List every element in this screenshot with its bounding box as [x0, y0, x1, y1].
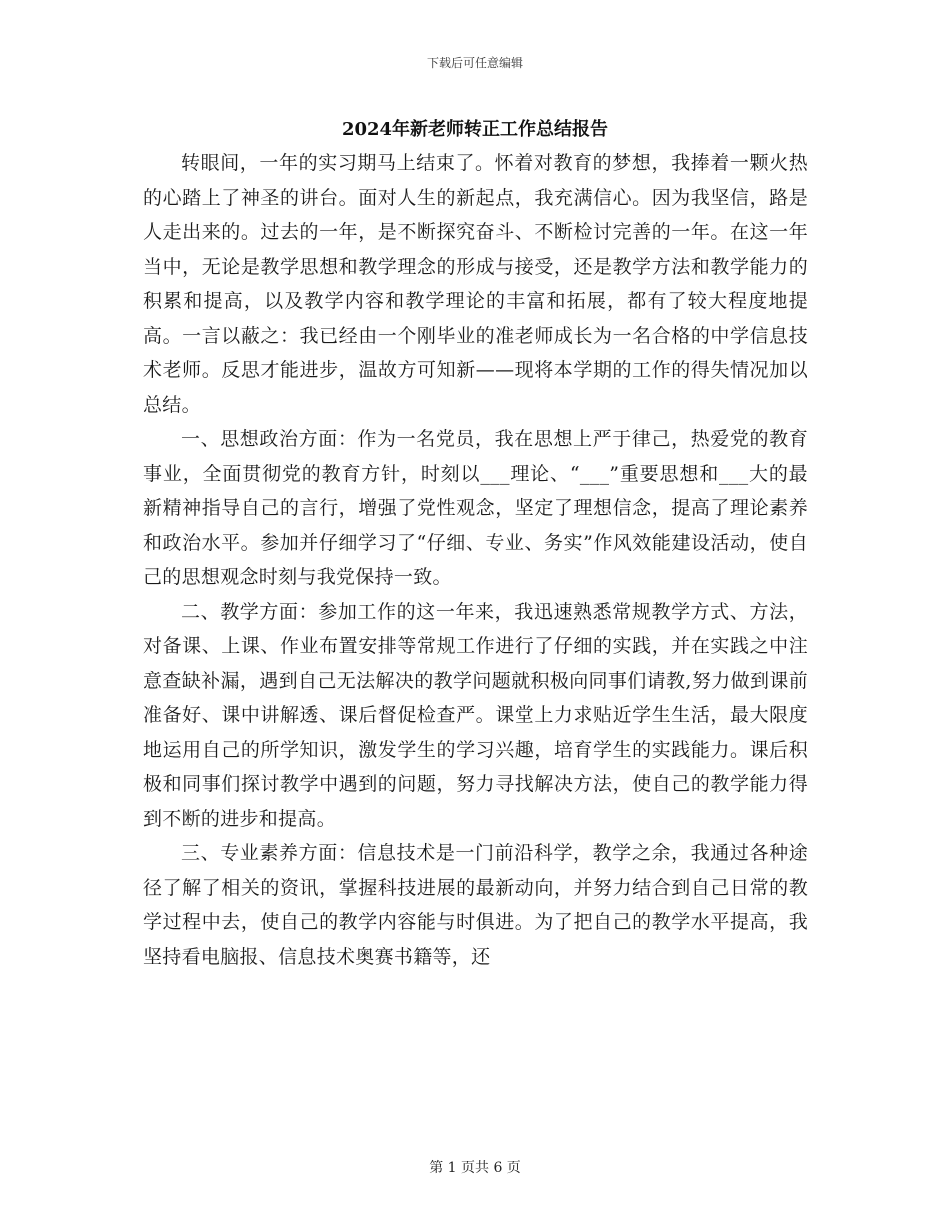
paragraph-political: 一、思想政治方面：作为一名党员，我在思想上严于律己，热爱党的教育事业，全面贯彻党的教育方针，时刻以___理论、“___”重要思想和___大的最新精神指导自己的言行，增强了党性观念，坚定了理想信念，提高了理论素养和政治水平。参加并仔细学习了“仔细、专业、务实”作风效能建设活动，使自己的思想观念时刻与我党保持一致。 [143, 428, 808, 588]
paragraph-teaching: 二、教学方面：参加工作的这一年来，我迅速熟悉常规教学方式、方法，对备课、上课、作业布置安排等常规工作进行了仔细的实践，并在实践之中注意查缺补漏，遇到自己无法解决的教学问题就积极向同事们请教,努力做到课前准备好、课中讲解透、课后督促检查严。课堂上力求贴近学生生活，最大限度地运用自己的所学知识，激发学生的学习兴趣，培育学生的实践能力。课后积极和同事们探讨教学中遇到的问题，努力寻找解决方法，使自己的教学能力得到不断的进步和提高。 [143, 600, 808, 830]
page-header-note: 下载后可任意编辑 [426, 56, 523, 70]
page-number: 第 1 页共 6 页 [429, 1160, 521, 1176]
document-body [143, 146, 808, 974]
paragraph-professional: 三、专业素养方面：信息技术是一门前沿科学，教学之余，我通过各种途径了解了相关的资讯，掌握科技进展的最新动向，并努力结合到自己日常的教学过程中去，使自己的教学内容能与时俱进。为了把自己的教学水平提高，我坚持看电脑报、信息技术奥赛书籍等，还 [143, 842, 808, 968]
paragraph-intro: 转眼间，一年的实习期马上结束了。怀着对教育的梦想，我捧着一颗火热的心踏上了神圣的讲台。面对人生的新起点，我充满信心。因为我坚信，路是人走出来的。过去的一年，是不断探究奋斗、不断检讨完善的一年。在这一年当中，无论是教学思想和教学理念的形成与接受，还是教学方法和教学能力的积累和提高，以及教学内容和教学理论的丰富和拓展，都有了较大程度地提高。一言以蔽之：我已经由一个刚毕业的准老师成长为一名合格的中学信息技术老师。反思才能进步，温故方可知新——现将本学期的工作的得失情况加以总结。 [143, 152, 808, 416]
document-title: 2024年新老师转正工作总结报告 [341, 119, 609, 140]
